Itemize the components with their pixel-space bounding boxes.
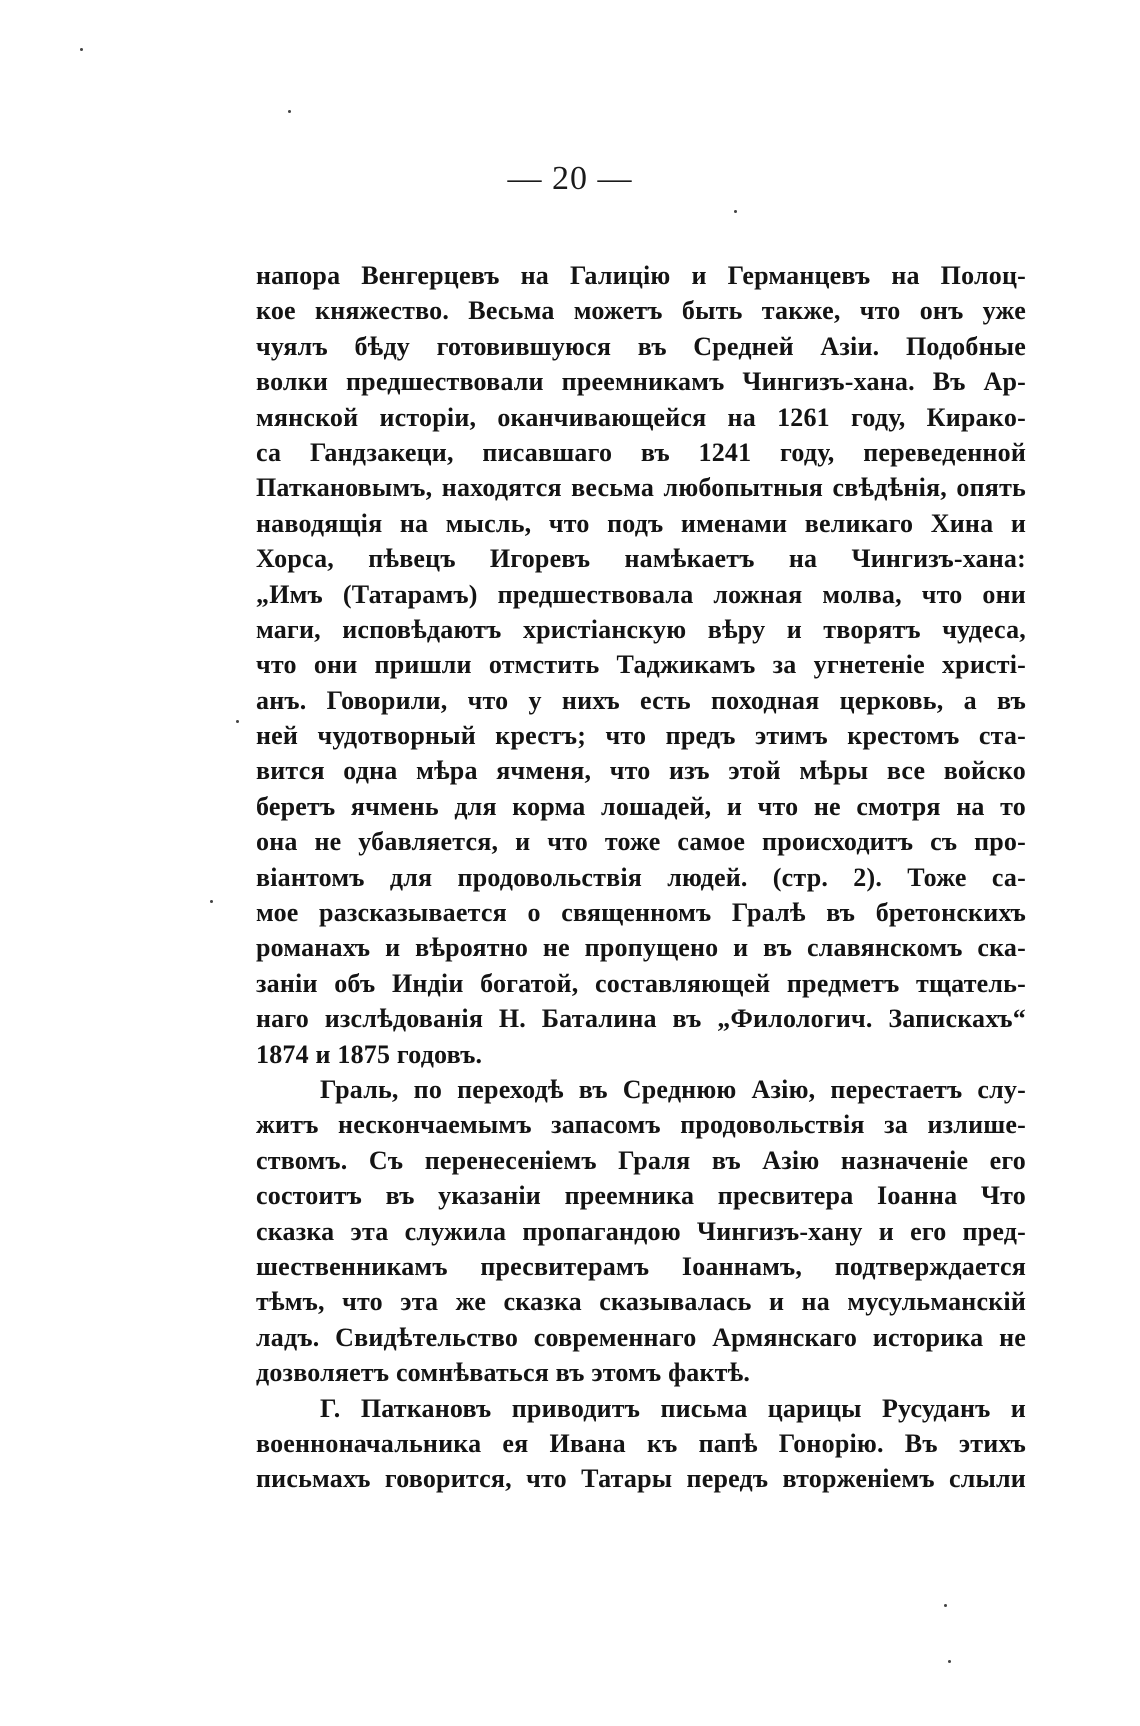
text-line: волки предшествовали преемникамъ Чингизъ-хана. Въ Ар- (256, 367, 1026, 397)
text-line: 1874 и 1875 годовъ. (256, 1039, 483, 1069)
text-line: тѣмъ, что эта же сказка сказывалась и на мусульманскій (256, 1287, 1026, 1317)
scan-speck (236, 720, 239, 723)
body-text (256, 258, 1026, 1497)
text-line: чуялъ бѣду готовившуюся въ Средней Азіи. Подобные (256, 331, 1026, 361)
text-line: Хорса, пѣвецъ Игоревъ намѣкаетъ на Чингизъ-хана: (256, 544, 1026, 574)
text-line: шественникамъ пресвитерамъ Іоаннамъ, подтверждается (256, 1251, 1026, 1281)
text-line: заніи объ Индіи богатой, составляющей предметъ тщатель- (256, 968, 1026, 998)
text-line: наводящія на мысль, что подъ именами великаго Хина и (256, 508, 1026, 538)
text-line: Граль, по переходѣ въ Среднюю Азію, перестаетъ слу- (320, 1074, 1026, 1104)
text-line: ладъ. Свидѣтельство современнаго Армянскаго историка не (256, 1322, 1026, 1352)
text-line: что они пришли отмстить Таджикамъ за угнетеніе христі- (256, 650, 1026, 680)
text-line: наго изслѣдованія Н. Баталина въ „Филологич. Запискахъ“ (256, 1004, 1026, 1034)
page-number: — 20 — (507, 160, 633, 197)
text-line: напора Венгерцевъ на Галицію и Германцевъ на Полоц- (256, 261, 1026, 290)
text-line: письмахъ говорится, что Татары передъ вторженіемъ слыли (256, 1464, 1026, 1494)
text-line: Паткановымъ, находятся весьма любопытныя свѣдѣнія, опять (256, 473, 1026, 503)
text-line: віантомъ для продовольствія людей. (стр. 2). Тоже са- (256, 862, 1026, 892)
text-line: мянской исторіи, оканчивающейся на 1261 году, Киракo- (256, 402, 1026, 432)
text-line: беретъ ячмень для корма лошадей, и что не смотря на то (256, 791, 1026, 821)
text-line: маги, исповѣдаютъ христіанскую вѣру и творятъ чудеса, (256, 614, 1026, 644)
scan-speck (288, 110, 291, 113)
text-line: дозволяетъ сомнѣваться въ этомъ фактѣ. (256, 1358, 751, 1388)
text-line: са Гандзакеци, писавшаго въ 1241 году, переведенной (256, 437, 1026, 467)
text-line: анъ. Говорили, что у нихъ есть походная церковь, а въ (256, 685, 1026, 715)
text-line: романахъ и вѣроятно не пропущено и въ славянскомъ ска- (256, 933, 1026, 963)
scan-speck (80, 48, 83, 51)
text-line: Г. Паткановъ приводитъ письма царицы Русуданъ и (320, 1393, 1026, 1423)
text-line: вится одна мѣра ячменя, что изъ этой мѣры все войско (256, 756, 1026, 786)
paragraph-2 (256, 1072, 1026, 1391)
text-line: она не убавляется, и что тоже самое происходитъ съ про- (256, 827, 1026, 857)
paragraph-1 (256, 258, 1026, 1072)
scan-speck (944, 1604, 947, 1607)
text-line: военноначальника ея Ивана къ папѣ Гонорію. Въ этихъ (256, 1428, 1026, 1458)
scan-speck (948, 1660, 951, 1663)
text-line: ствомъ. Съ перенесеніемъ Граля въ Азію назначеніе его (256, 1145, 1026, 1175)
text-line: „Имъ (Татарамъ) предшествовала ложная молва, что они (256, 579, 1026, 609)
scan-speck (210, 900, 213, 903)
text-line: житъ нескончаемымъ запасомъ продовольствія за излише- (256, 1110, 1026, 1140)
scan-speck (734, 210, 737, 213)
text-line: ней чудотворный крестъ; что предъ этимъ крестомъ ста- (256, 721, 1026, 751)
text-line: сказка эта служила пропагандою Чингизъ-хану и его пред- (256, 1216, 1026, 1246)
text-line: кое княжество. Весьма можетъ быть также, что онъ уже (256, 296, 1026, 326)
text-line: мое разсказывается о священномъ Гралѣ въ бретонскихъ (256, 898, 1026, 928)
text-line: состоитъ въ указаніи преемника пресвитера Іоанна Что (256, 1181, 1026, 1211)
paragraph-3 (256, 1391, 1026, 1497)
